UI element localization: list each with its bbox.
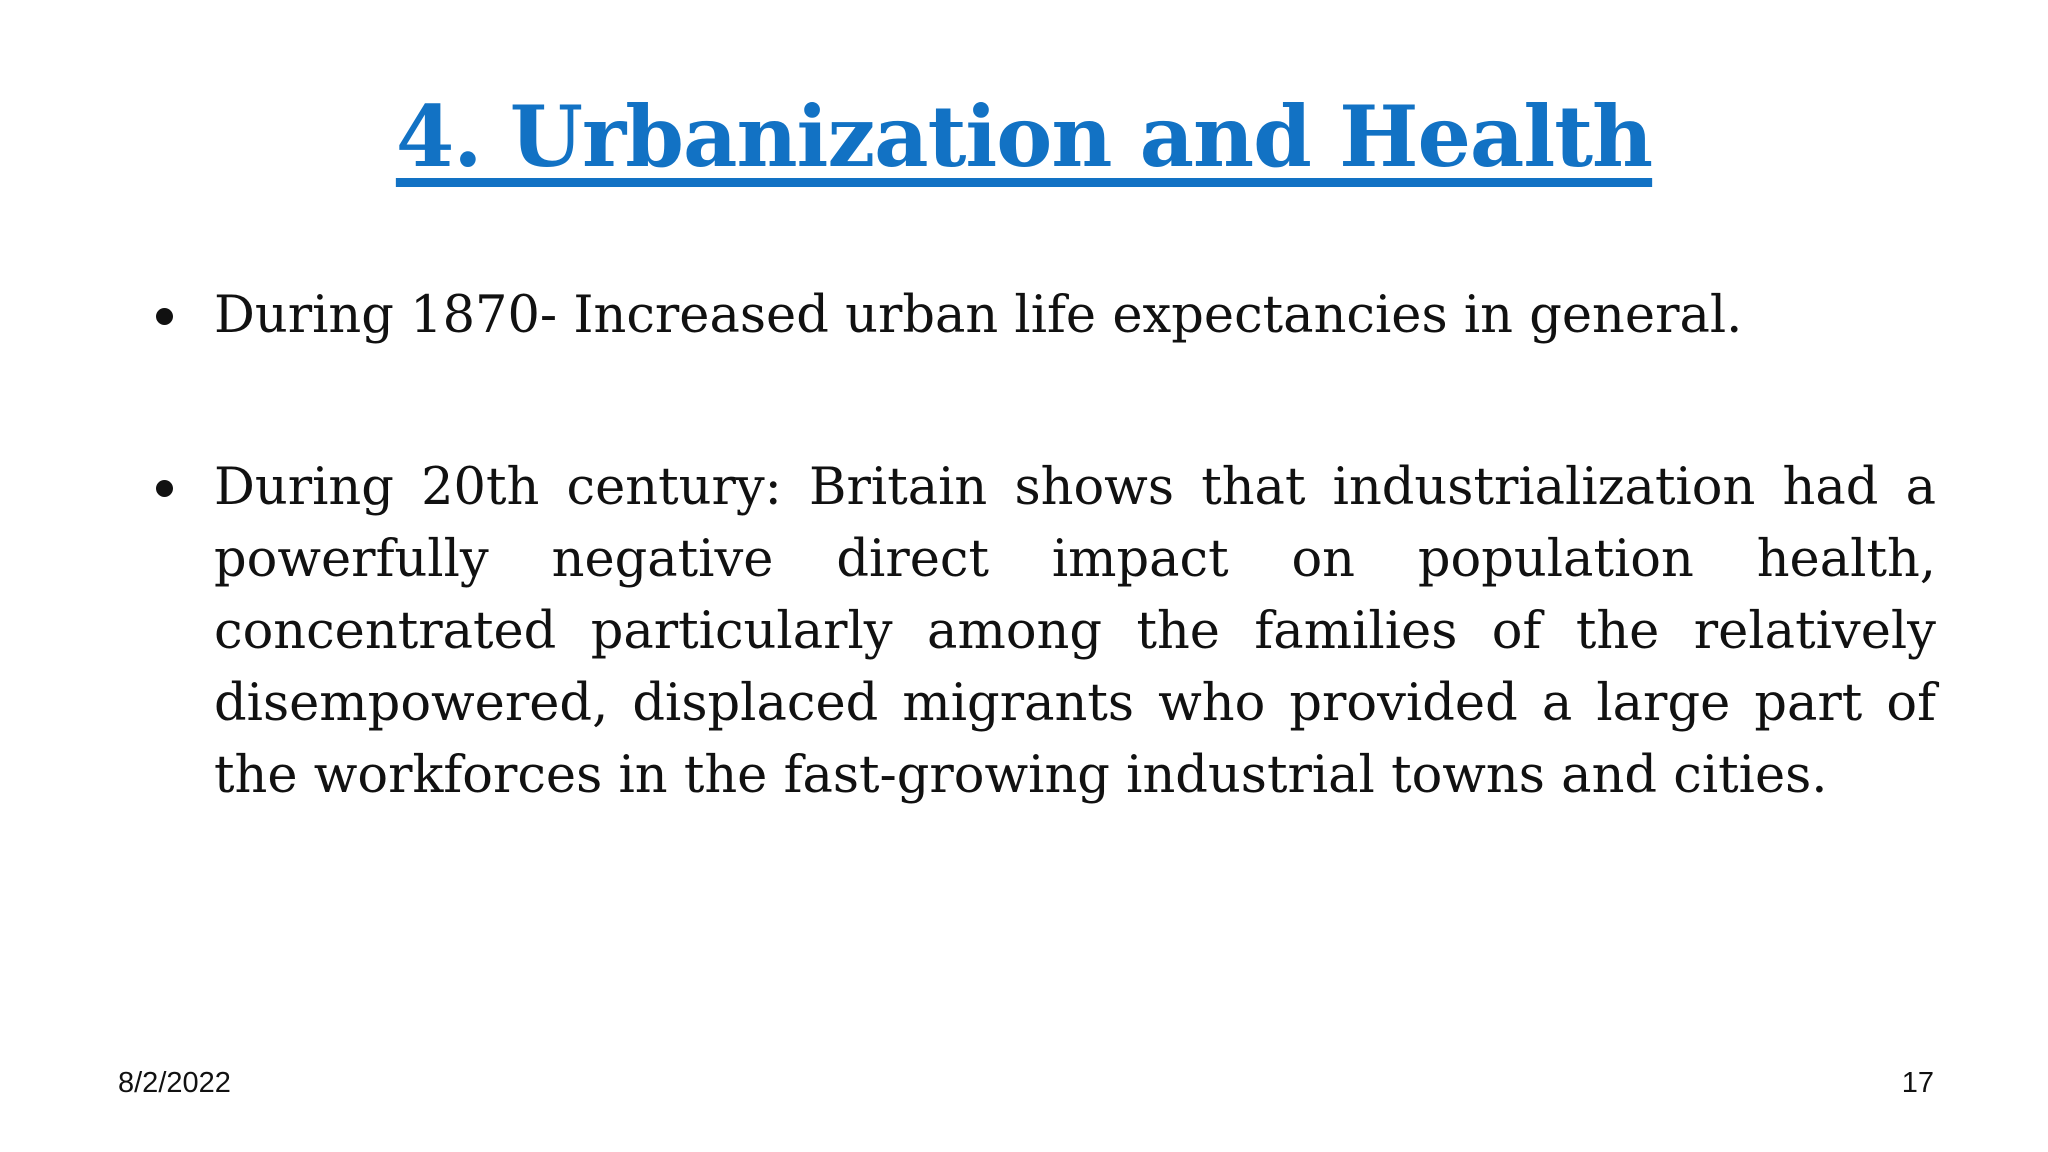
page-number: 17 xyxy=(1901,1067,1934,1099)
bullet-text: During 1870- Increased urban life expectancies in general. xyxy=(214,286,1743,345)
bullet-dot-icon xyxy=(156,480,173,497)
bullet-item xyxy=(148,452,1936,812)
slide-title: 4. Urbanization and Health xyxy=(395,87,1653,186)
footer-date: 8/2/2022 xyxy=(118,1067,231,1099)
bullet-text: During 20th century: Britain shows that industrialization had a powerfully negative direct impact on population health, concentrated particularly among the families of the relatively disempowered, displaced migrants who provided a large part of the workforces in the fast-growing industrial towns and cities. xyxy=(214,458,1936,805)
bullet-item xyxy=(148,280,1936,352)
bullet-dot-icon xyxy=(156,308,173,325)
bullet-list xyxy=(148,280,1936,812)
